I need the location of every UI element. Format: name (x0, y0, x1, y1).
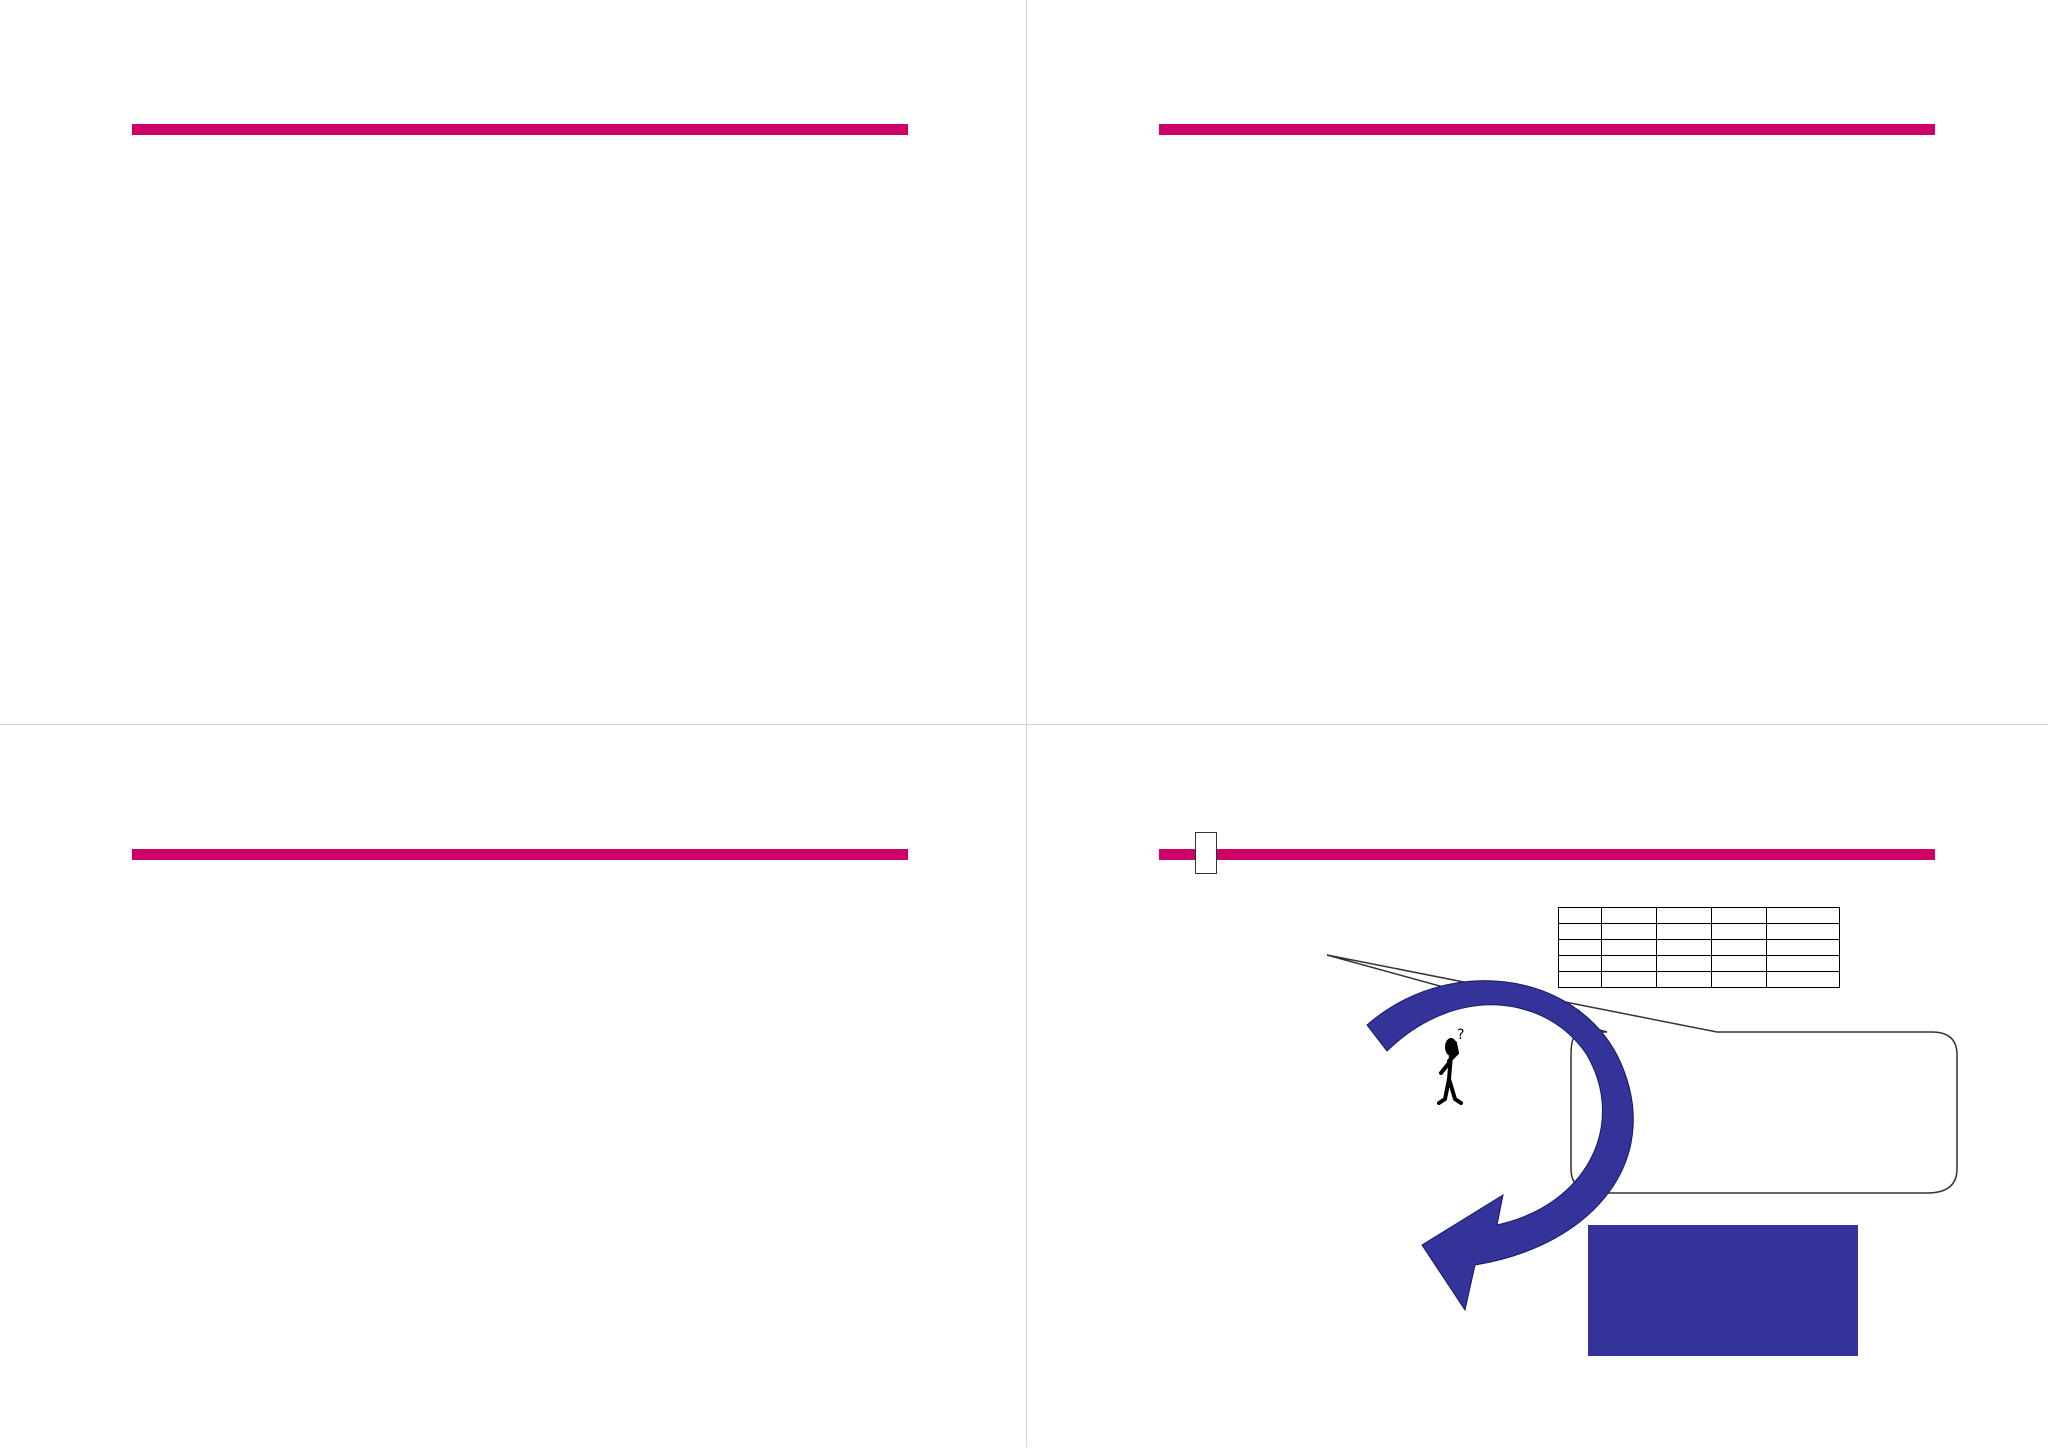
background-knowledge-callout (1571, 1028, 1955, 1190)
svg-text:?: ? (1457, 1027, 1465, 1043)
slide-126 (1027, 0, 2048, 723)
title-underline (132, 849, 908, 860)
slide-127 (0, 725, 1026, 1448)
title-underline (1159, 124, 1935, 135)
title-underline (132, 124, 908, 135)
slide-128 (1027, 725, 2048, 1448)
clustering-algorithm-box (1588, 1225, 1858, 1356)
slide-125 (0, 0, 1026, 723)
thinking-figure-icon (1439, 1027, 1464, 1103)
